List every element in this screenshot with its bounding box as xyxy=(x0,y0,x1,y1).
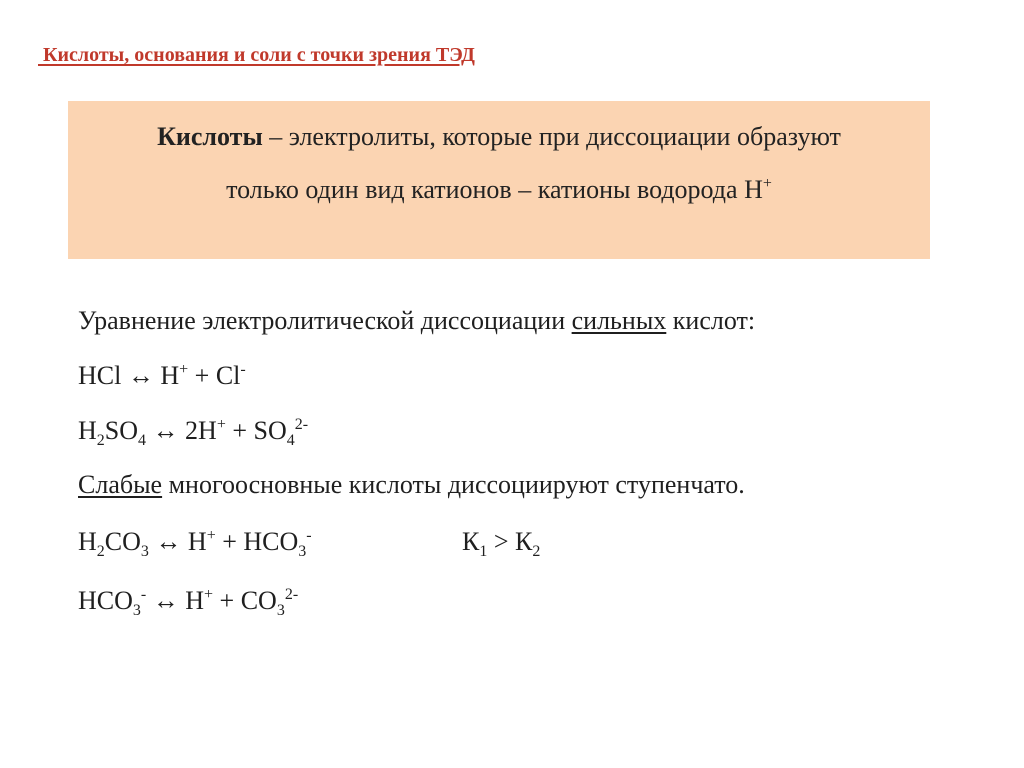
slide-title: Кислоты, основания и соли с точки зрения ТЭД xyxy=(38,44,475,66)
eq-h2co3-part: + HCO xyxy=(215,527,299,556)
equation-hcl xyxy=(78,361,246,391)
definition-line-2 xyxy=(68,175,930,205)
eq-hco3-sub: 3 xyxy=(132,602,141,619)
eq-h2so4-part: SO xyxy=(104,416,139,445)
eq-h2co3-sup: - xyxy=(306,527,312,544)
greater-than-sign: > xyxy=(487,527,516,556)
dissociation-constant-ratio xyxy=(462,527,541,560)
strong-heading-text: Уравнение электролитической диссоциации xyxy=(78,306,572,335)
equation-hco3 xyxy=(78,586,299,619)
eq-h2so4-part: H xyxy=(78,416,97,445)
eq-h2so4-sup: 2- xyxy=(294,416,309,433)
equation-h2so4 xyxy=(78,416,309,449)
eq-h2so4-sub: 4 xyxy=(138,432,147,449)
eq-hco3-sub: 3 xyxy=(276,602,285,619)
eq-hco3-sup: 2- xyxy=(284,586,299,603)
weak-heading-text: многоосновные кислоты диссоциируют ступенчато. xyxy=(162,470,745,499)
eq-hco3-sup: + xyxy=(204,586,214,603)
k2-sub: 2 xyxy=(532,543,541,560)
eq-h2so4-part: ↔ 2H xyxy=(146,416,217,445)
eq-hco3-part: ↔ H xyxy=(146,586,205,615)
strong-heading-end: кислот: xyxy=(666,306,756,335)
eq-h2so4-sup: + xyxy=(216,416,226,433)
weak-acids-heading xyxy=(78,470,745,500)
equation-h2co3 xyxy=(78,527,541,560)
eq-hcl-part: + Cl xyxy=(188,361,241,390)
definition-term: Кислоты xyxy=(157,122,263,151)
eq-hco3-sup: - xyxy=(140,586,147,603)
eq-hco3-part: + CO xyxy=(213,586,277,615)
eq-hcl-sup: + xyxy=(179,361,189,378)
k1-label: К xyxy=(462,527,480,556)
weak-heading-underlined: Слабые xyxy=(78,470,163,499)
acid-definition-box xyxy=(68,101,930,259)
eq-hcl-part: HCl ↔ H xyxy=(78,361,180,390)
eq-h2co3-sup: + xyxy=(206,527,216,544)
eq-h2co3-sub: 2 xyxy=(96,543,105,560)
k2-label: К xyxy=(515,527,533,556)
strong-heading-underlined: сильных xyxy=(571,306,667,335)
eq-h2so4-sub: 4 xyxy=(286,432,295,449)
k1-sub: 1 xyxy=(479,543,488,560)
definition-line-1-text: – электролиты, которые при диссоциации образуют xyxy=(262,122,841,151)
eq-h2so4-sub: 2 xyxy=(96,432,105,449)
eq-h2so4-part: + SO xyxy=(225,416,287,445)
eq-h2co3-part: CO xyxy=(104,527,141,556)
eq-hcl-sup: - xyxy=(240,361,246,378)
hydrogen-charge: + xyxy=(762,175,772,192)
strong-acids-heading xyxy=(78,306,755,336)
eq-h2co3-sub: 3 xyxy=(298,543,307,560)
definition-line-1 xyxy=(68,122,930,152)
eq-h2co3-part: H xyxy=(78,527,97,556)
definition-line-2-text: только один вид катионов – катионы водорода Н xyxy=(226,175,763,204)
eq-h2co3-sub: 3 xyxy=(140,543,149,560)
eq-hco3-part: HCO xyxy=(78,586,133,615)
eq-h2co3-part: ↔ H xyxy=(148,527,207,556)
